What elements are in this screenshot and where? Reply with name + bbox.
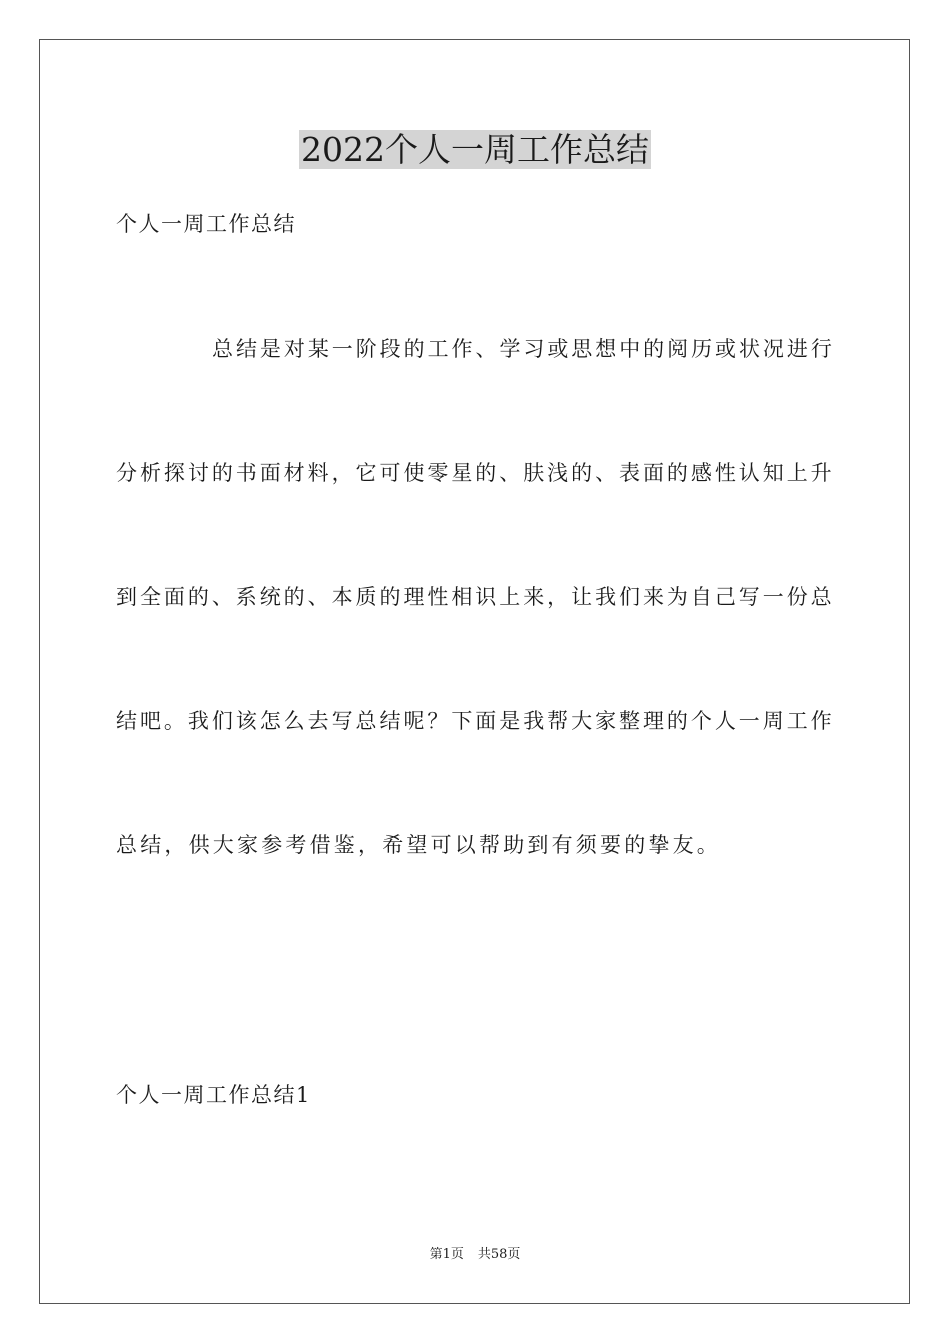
document-subtitle: 个人一周工作总结 — [116, 212, 296, 236]
page-total: 共58页 — [477, 1247, 521, 1262]
intro-line-1: 总 结 是 对 某 一 阶 段 的 工 作 、 学 习 或 思 想 中 的 阅 历 或 状 况 进 行 — [212, 337, 832, 361]
intro-line-5: 总结，供大家参考借鉴，希望可以帮助到有须要的挚友。 — [116, 833, 721, 857]
intro-line-2: 分 析 探 讨 的 书 面 材 料 ， 它 可 使 零 星 的 、 肤 浅 的 、 表 面 的 感 性 认 知 上 升 — [116, 461, 832, 485]
page-footer — [0, 1246, 950, 1264]
section-heading: 个人一周工作总结1 — [116, 1083, 311, 1107]
intro-line-4: 结 吧 。 我 们 该 怎 么 去 写 总 结 呢 ？ 下 面 是 我 帮 大 家 整 理 的 个 人 一 周 工 作 — [116, 709, 832, 733]
page-number: 第1页 — [429, 1247, 464, 1262]
document-title — [0, 128, 950, 172]
document-title-text: 2022个人一周工作总结 — [301, 130, 649, 169]
intro-line-3: 到 全 面 的 、 系 统 的 、 本 质 的 理 性 相 识 上 来 ， 让 我 们 来 为 自 己 写 一 份 总 — [116, 585, 832, 609]
